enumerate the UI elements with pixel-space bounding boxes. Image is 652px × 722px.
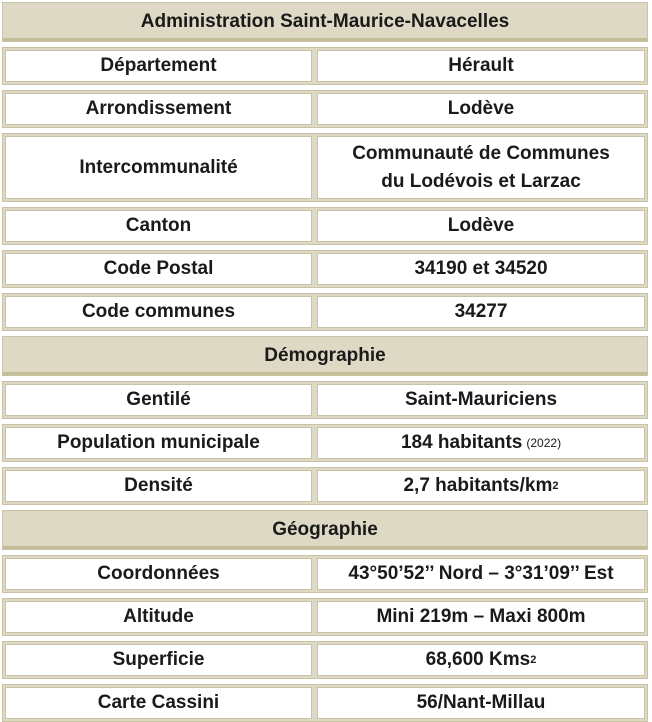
row-value-coordonnees: 43°50’52’’ Nord – 3°31’09’’ Est	[317, 558, 645, 590]
table-title: Administration Saint-Maurice-Navacelles	[2, 2, 648, 42]
row-label-gentile: Gentilé	[5, 384, 312, 416]
intercommunalite-line-2: du Lodévois et Larzac	[381, 170, 581, 192]
table-row	[2, 207, 648, 245]
densite-value: 2,7 habitants/km	[403, 475, 553, 496]
row-value-arrondissement: Lodève	[317, 93, 645, 125]
row-value-carte-cassini: 56/Nant-Millau	[317, 687, 645, 719]
row-value-superficie: 68,600 Kms 2	[317, 644, 645, 676]
row-value-departement: Hérault	[317, 50, 645, 82]
population-value: 184 habitants	[400, 432, 523, 453]
row-value-intercommunalite	[317, 136, 645, 199]
row-label-altitude: Altitude	[5, 601, 312, 633]
table-row	[2, 598, 648, 636]
superficie-value: 68,600 Kms	[425, 649, 531, 670]
row-value-population	[317, 427, 645, 459]
row-label-superficie: Superficie	[5, 644, 312, 676]
section-header-geographie: Géographie	[2, 510, 648, 550]
row-value-canton: Lodève	[317, 210, 645, 242]
intercommunalite-line-1: Communauté de Communes	[352, 142, 610, 164]
row-label-departement: Département	[5, 50, 312, 82]
row-value-gentile: Saint-Mauriciens	[317, 384, 645, 416]
row-label-arrondissement: Arrondissement	[5, 93, 312, 125]
row-label-densite: Densité	[5, 470, 312, 502]
section-header-demographie: Démographie	[2, 336, 648, 376]
table-row	[2, 293, 648, 331]
row-label-intercommunalite: Intercommunalité	[5, 136, 312, 199]
table-row	[2, 133, 648, 202]
table-row	[2, 47, 648, 85]
population-year: (2022)	[526, 436, 562, 450]
table-row	[2, 641, 648, 679]
table-row	[2, 381, 648, 419]
table-row	[2, 684, 648, 722]
row-value-densite: 2,7 habitants/km 2	[317, 470, 645, 502]
row-label-code-communes: Code communes	[5, 296, 312, 328]
table-row	[2, 555, 648, 593]
row-label-canton: Canton	[5, 210, 312, 242]
row-value-code-postal: 34190 et 34520	[317, 253, 645, 285]
row-value-altitude: Mini 219m – Maxi 800m	[317, 601, 645, 633]
row-label-code-postal: Code Postal	[5, 253, 312, 285]
row-value-code-communes: 34277	[317, 296, 645, 328]
row-label-carte-cassini: Carte Cassini	[5, 687, 312, 719]
table-row	[2, 467, 648, 505]
table-row	[2, 250, 648, 288]
table-row	[2, 90, 648, 128]
row-label-coordonnees: Coordonnées	[5, 558, 312, 590]
table-row	[2, 424, 648, 462]
row-label-population: Population municipale	[5, 427, 312, 459]
info-table	[2, 0, 648, 722]
